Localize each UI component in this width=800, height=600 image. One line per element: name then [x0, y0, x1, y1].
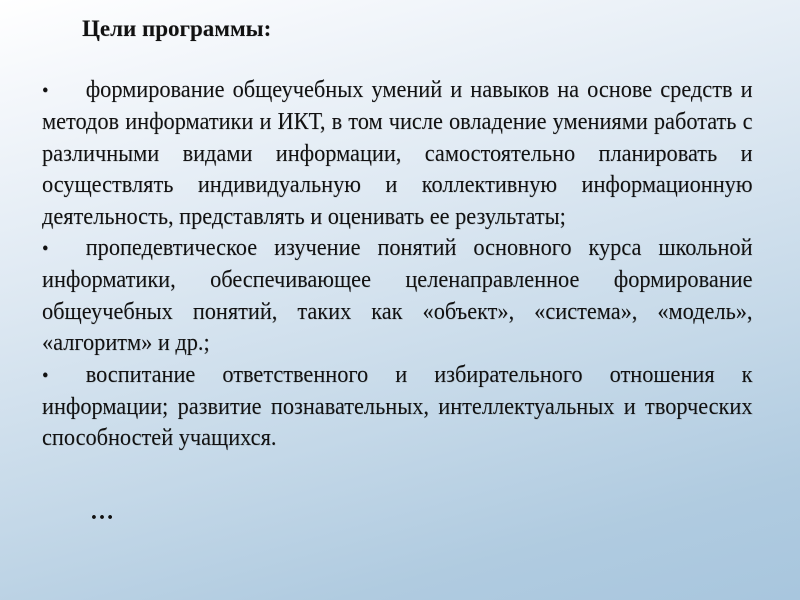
- goal-text: пропедевтическое изучение понятий основного курса школьной информатики, обеспечивающее целенаправленное формирование общеучебных понятий, таких как «объект», «система», «модель», «алгоритм» и др.;: [42, 235, 753, 357]
- bullet-icon: •: [42, 238, 49, 261]
- slide-title: Цели программы:: [82, 16, 272, 41]
- goal-item: [42, 233, 753, 360]
- goal-text: формирование общеучебных умений и навыков на основе средств и методов информатики и ИКТ, в том числе овладение умениями работать с различными видами информации, самостоятельно планировать и осуществлять индивидуальную и коллективную информационную деятельность, представлять и оценивать ее результаты;: [42, 77, 753, 230]
- goal-item: [42, 75, 753, 233]
- goals-list: [42, 75, 753, 455]
- goal-text: воспитание ответственного и избирательного отношения к информации; развитие познавательных, интеллектуальных и творческих способностей учащихся.: [42, 361, 753, 452]
- bullet-icon: •: [42, 364, 49, 387]
- goal-item: [42, 360, 753, 455]
- bullet-icon: •: [42, 80, 49, 102]
- continuation-ellipsis: …: [90, 499, 114, 525]
